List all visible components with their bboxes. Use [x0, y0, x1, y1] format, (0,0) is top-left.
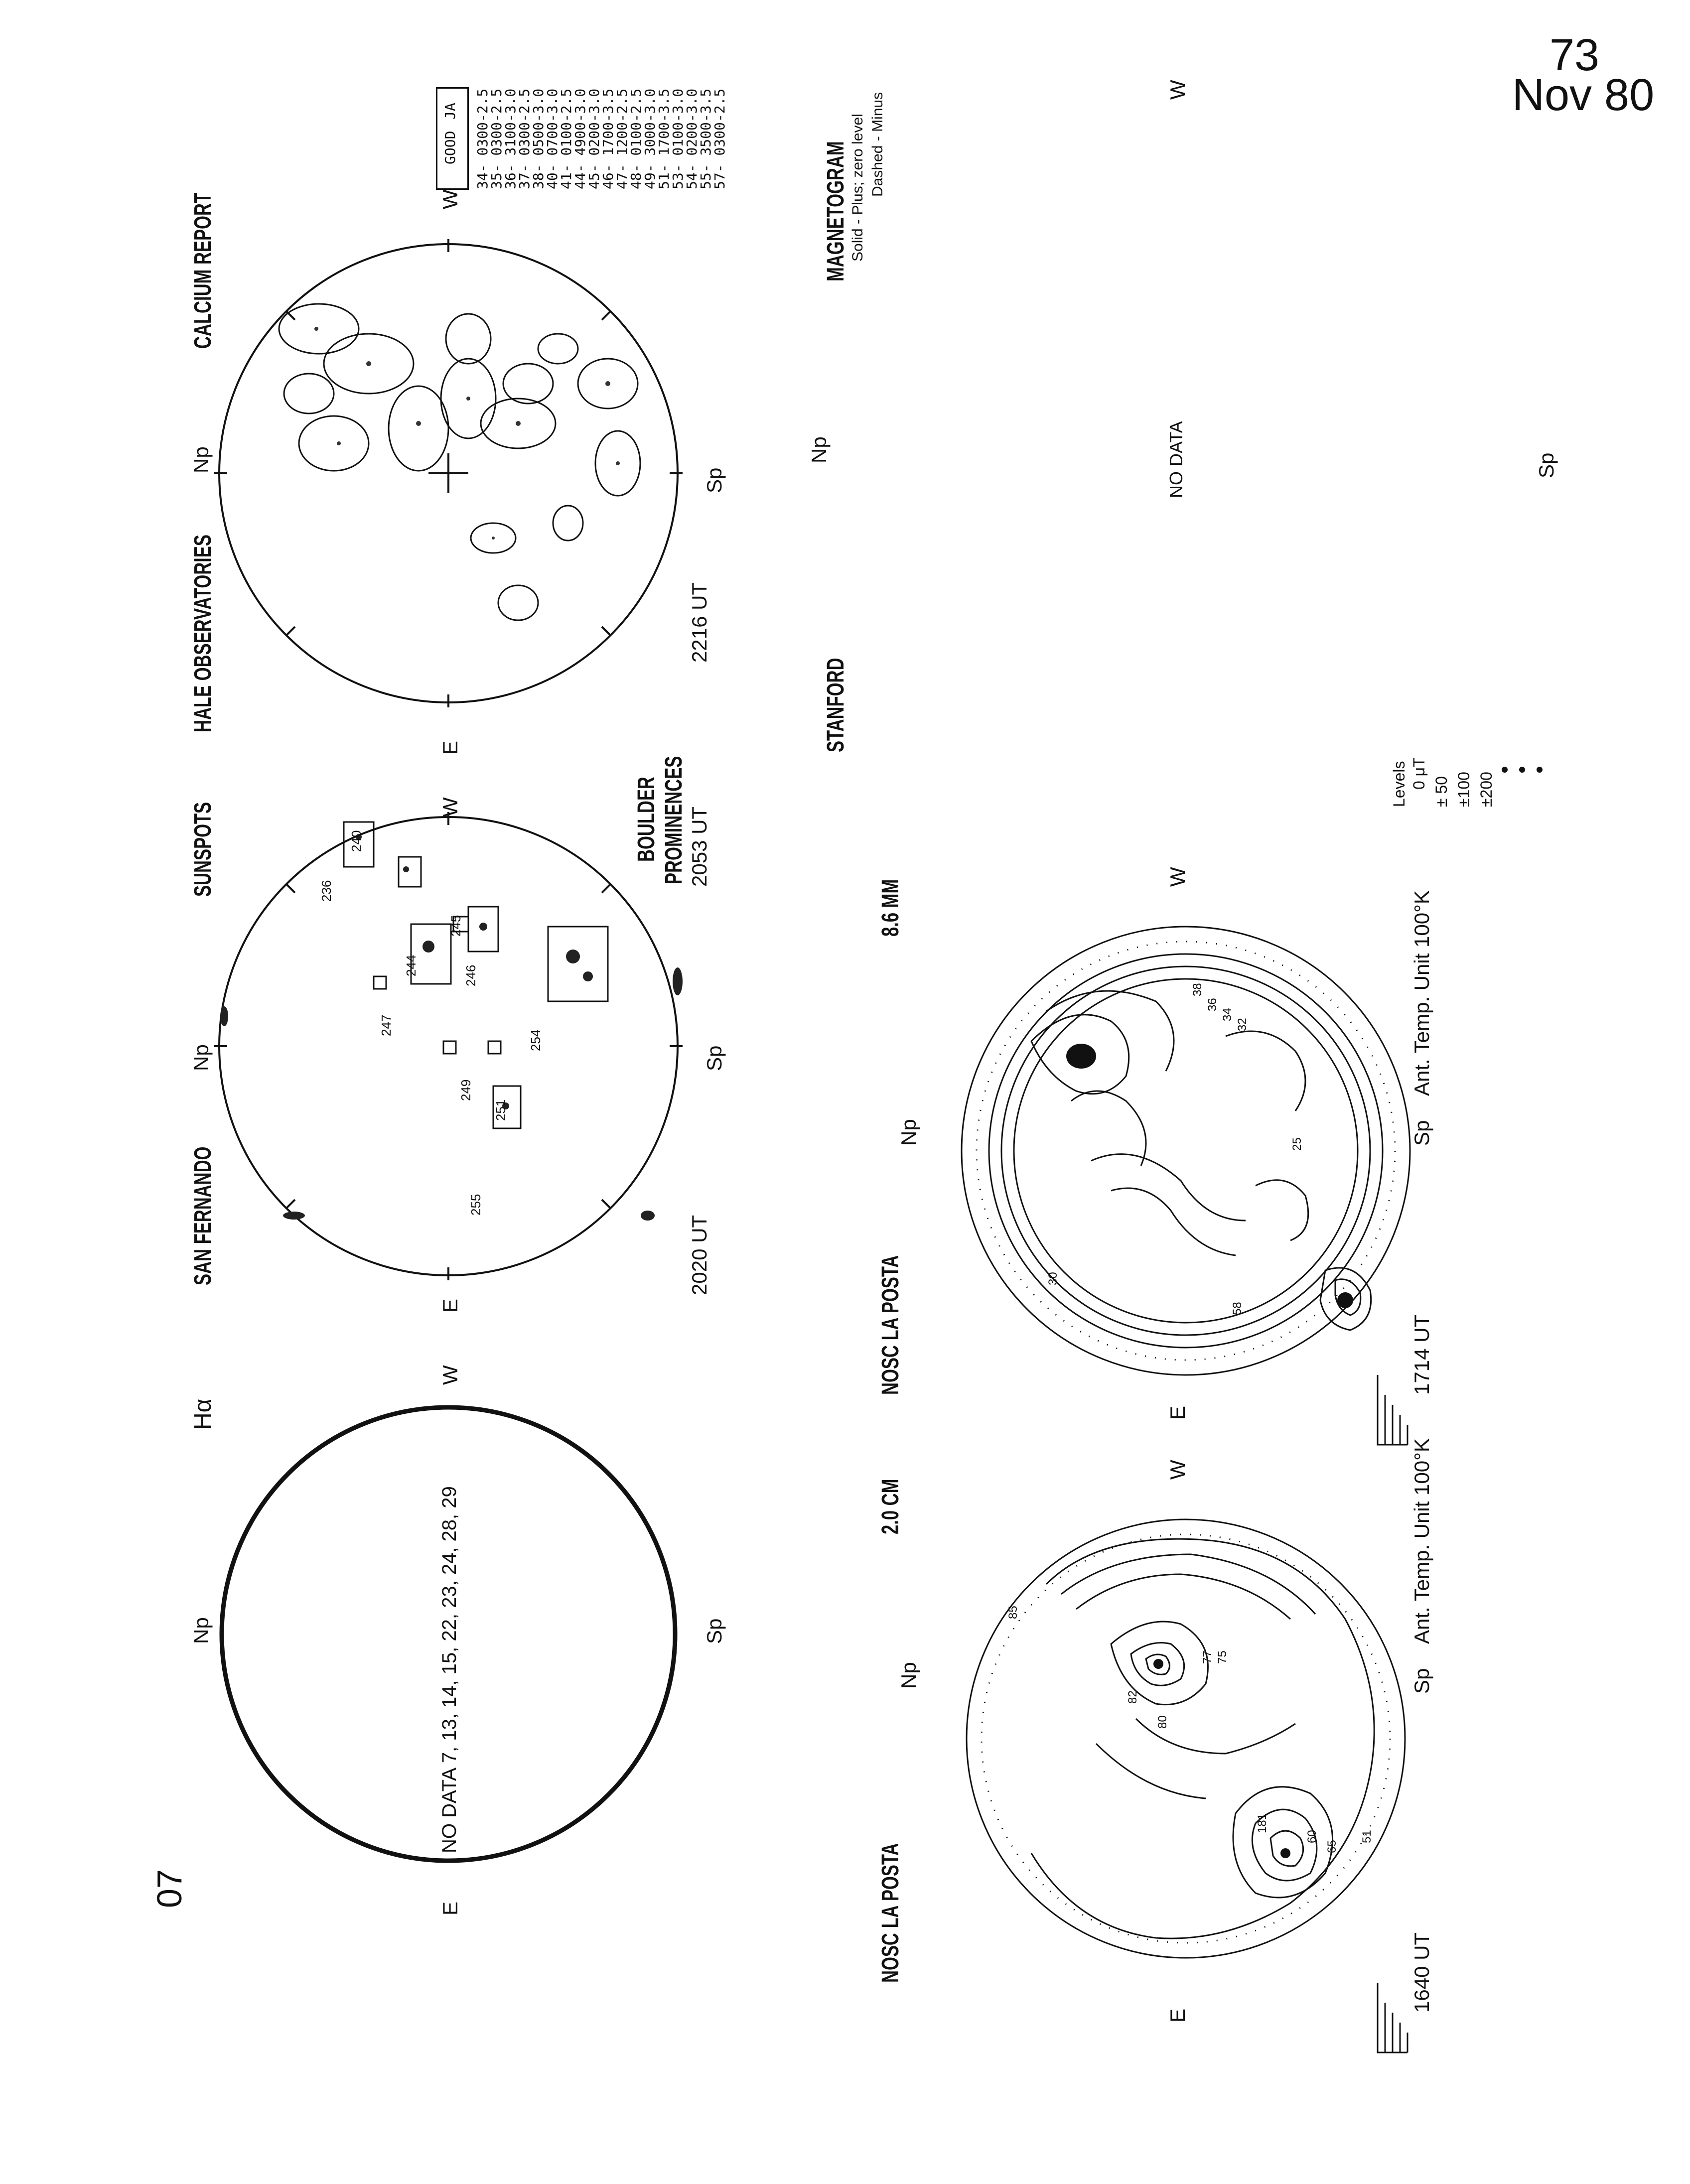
radio20-e: E [1166, 2008, 1189, 2023]
radio20-map [947, 1495, 1425, 1983]
sunspots-w: W [438, 797, 462, 817]
radio86-contour-label: 36 [1206, 998, 1219, 1011]
radio20-contour-label: 181 [1256, 1813, 1269, 1833]
region-label-244: 244 [404, 955, 419, 976]
magnetogram-level-item: ±100 [1455, 772, 1473, 807]
halpha-sp: Sp [703, 1618, 726, 1644]
calcium-region-item: 41- 0100-2.5 [558, 88, 574, 189]
calcium-region-item: 54- 0200-3.0 [684, 88, 700, 189]
sunspots-station: SAN FERNANDO [190, 1146, 216, 1285]
halpha-w: W [438, 1365, 462, 1385]
radio20-contour-label: 85 [1006, 1606, 1020, 1619]
radio86-contour-label: 58 [1231, 1302, 1244, 1315]
magnetogram-station: STANFORD [823, 658, 849, 752]
calcium-region-item: 46- 1700-3.5 [600, 88, 616, 189]
calcium-region-item: 45- 0200-3.0 [586, 88, 602, 189]
radio20-w: W [1166, 1460, 1189, 1480]
magnetogram-level-item: 0 μT [1410, 757, 1428, 790]
calcium-time: 2216 UT [688, 582, 711, 663]
radio20-contour-label: 60 [1305, 1830, 1319, 1843]
radio20-time: 1640 UT [1410, 1932, 1433, 2013]
magnetogram-np: Np [807, 436, 831, 463]
region-label-247: 247 [379, 1014, 394, 1036]
radio20-title: 2.0 CM [877, 1479, 904, 1534]
page-number: 73 [1549, 30, 1600, 80]
prominences-title-line2: PROMINENCES [661, 756, 687, 884]
radio20-sp: Sp [1410, 1668, 1433, 1694]
prominences-title-line1: BOULDER [633, 777, 660, 862]
prominences-time: 2053 UT [688, 806, 711, 887]
radio86-np: Np [897, 1119, 920, 1146]
radio86-scale-bars [1375, 1375, 1410, 1450]
region-label-240: 240 [349, 830, 364, 852]
magnetogram-levels [1410, 707, 1520, 807]
calcium-region-item: 48- 0100-2.5 [628, 88, 644, 189]
calcium-region-item: 35- 0300-2.5 [488, 88, 505, 189]
region-label-255: 255 [468, 1194, 483, 1216]
calcium-w: W [438, 189, 462, 209]
radio86-time: 1714 UT [1410, 1314, 1433, 1395]
day-number: 07 [150, 1869, 189, 1908]
region-label-245: 245 [448, 915, 463, 937]
radio20-contour-label: 65 [1325, 1840, 1339, 1853]
magnetogram-sp: Sp [1535, 452, 1558, 478]
magnetogram-w: W [1166, 80, 1189, 100]
sunspots-disk [209, 807, 688, 1285]
calcium-region-list [476, 85, 735, 199]
region-label-246: 246 [463, 964, 478, 986]
calcium-e: E [438, 740, 462, 755]
calcium-region-item: 49- 3000-3.0 [642, 88, 658, 189]
radio20-contour-label: 80 [1156, 1715, 1169, 1729]
calcium-title: CALCIUM REPORT [190, 193, 216, 349]
halpha-e: E [438, 1901, 462, 1915]
magnetogram-level-dots [1500, 762, 1549, 777]
page-date: Nov 80 [1512, 70, 1655, 120]
radio86-contour-label: 38 [1191, 983, 1204, 996]
calcium-station: HALE OBSERVATORIES [190, 535, 216, 732]
halpha-no-data-note: NO DATA 7, 13, 14, 15, 22, 23, 24, 28, 29 [438, 1486, 460, 1853]
radio86-sp: Sp [1410, 1120, 1433, 1146]
radio86-contour-label: 30 [1046, 1272, 1060, 1285]
calcium-np: Np [189, 446, 213, 473]
sunspots-e: E [438, 1298, 462, 1313]
magnetogram-no-data: NO DATA [1166, 421, 1186, 498]
calcium-region-item: 53- 0100-3.0 [670, 88, 686, 189]
radio86-e: E [1166, 1405, 1189, 1420]
radio86-contour-label: 32 [1236, 1018, 1249, 1031]
radio20-contour-label: 82 [1126, 1690, 1139, 1704]
calcium-region-item: 44- 4900-3.0 [572, 88, 588, 189]
radio20-unit: Ant. Temp. Unit 100°K [1410, 1438, 1433, 1644]
radio20-np: Np [897, 1662, 920, 1689]
radio86-w: W [1166, 867, 1189, 887]
calcium-disk [209, 234, 688, 712]
calcium-region-item: 36- 3100-3.0 [502, 88, 519, 189]
calcium-quality-good: GOOD [442, 131, 458, 164]
halpha-title: Hα [190, 1398, 216, 1430]
radio20-contour-label: 51 [1360, 1830, 1374, 1843]
calcium-region-item: 51- 1700-3.5 [656, 88, 672, 189]
sunspots-time: 2020 UT [688, 1215, 711, 1295]
calcium-region-item: 34- 0300-2.5 [474, 88, 491, 189]
halpha-np: Np [189, 1617, 213, 1644]
radio20-contour-label: 75 [1216, 1650, 1229, 1664]
radio86-title: 8.6 MM [877, 879, 904, 937]
calcium-region-item: 47- 1200-2.5 [614, 88, 630, 189]
magnetogram-level-item: ±200 [1477, 772, 1495, 807]
magnetogram-legend-line2: Dashed - Minus [869, 92, 886, 197]
radio86-contour-label: 34 [1221, 1008, 1234, 1021]
sunspots-np: Np [189, 1044, 213, 1071]
calcium-region-item: 38- 0500-3.0 [530, 88, 547, 189]
radio86-station: NOSC LA POSTA [877, 1255, 904, 1395]
magnetogram-title: MAGNETOGRAM [823, 141, 849, 281]
radio86-contour-label: 25 [1290, 1137, 1304, 1151]
radio86-map [947, 912, 1425, 1390]
sunspots-title: SUNSPOTS [190, 802, 216, 897]
calcium-region-item: 57- 0300-2.5 [711, 88, 728, 189]
calcium-quality-ja: JA [442, 103, 458, 120]
region-label-254: 254 [528, 1029, 543, 1051]
region-label-251: 251 [493, 1099, 508, 1121]
magnetogram-legend-line1: Solid - Plus; zero level [849, 114, 866, 262]
region-label-249: 249 [458, 1079, 473, 1101]
calcium-region-item: 40- 0700-3.0 [544, 88, 561, 189]
radio20-scale-bars [1375, 1983, 1410, 2057]
sunspots-sp: Sp [703, 1045, 726, 1071]
region-label-236: 236 [319, 880, 334, 902]
magnetogram-levels-title: Levels [1390, 761, 1408, 807]
calcium-region-item: 37- 0300-2.5 [516, 88, 533, 189]
magnetogram-level-item: ± 50 [1432, 776, 1450, 807]
radio20-contour-label: 77 [1201, 1650, 1214, 1664]
radio20-station: NOSC LA POSTA [877, 1843, 904, 1983]
radio86-unit: Ant. Temp. Unit 100°K [1410, 890, 1433, 1096]
calcium-sp: Sp [703, 467, 726, 493]
calcium-region-item: 55- 3500-3.5 [698, 88, 714, 189]
